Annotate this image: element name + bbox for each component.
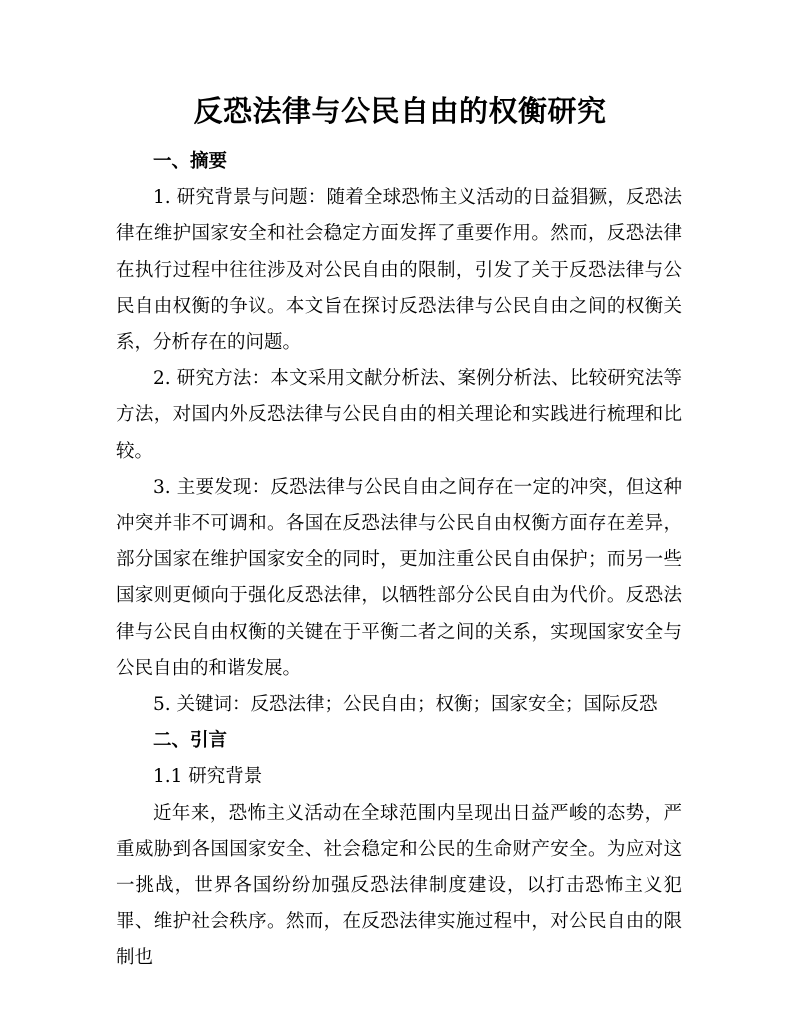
paragraph-keywords: 5. 关键词：反恐法律；公民自由；权衡；国家安全；国际反恐	[153, 694, 658, 716]
document-title: 反恐法律与公民自由的权衡研究	[193, 94, 607, 128]
section-heading-introduction: 二、引言	[153, 730, 228, 752]
paragraph-research-method: 2. 研究方法：本文采用文献分析法、案例分析法、比较研究法等方法，对国内外反恐法律与公民自由的相关理论和实践进行梳理和比较。	[116, 368, 682, 462]
subsection-heading-background: 1.1 研究背景	[153, 766, 263, 788]
paragraph-research-background: 1. 研究背景与问题：随着全球恐怖主义活动的日益猖獗，反恐法律在维护国家安全和社会稳定方面发挥了重要作用。然而，反恐法律在执行过程中往往涉及对公民自由的限制，引发了关于反恐法律与公民自由权衡的争议。本文旨在探讨反恐法律与公民自由之间的权衡关系，分析存在的问题。	[116, 187, 682, 354]
paragraph-introduction-body: 近年来，恐怖主义活动在全球范围内呈现出日益严峻的态势，严重威胁到各国国家安全、社会稳定和公民的生命财产安全。为应对这一挑战，世界各国纷纷加强反恐法律制度建设，以打击恐怖主义犯罪、维护社会秩序。然而，在反恐法律实施过程中，对公民自由的限制也	[116, 802, 682, 969]
section-heading-abstract: 一、摘要	[153, 151, 228, 172]
paragraph-main-findings: 3. 主要发现：反恐法律与公民自由之间存在一定的冲突，但这种冲突并非不可调和。各国在反恐法律与公民自由权衡方面存在差异，部分国家在维护国家安全的同时，更加注重公民自由保护；而另一些国家则更倾向于强化反恐法律，以牺牲部分公民自由为代价。反恐法律与公民自由权衡的关键在于平衡二者之间的关系，实现国家安全与公民自由的和谐发展。	[116, 476, 682, 679]
document-body	[116, 144, 682, 977]
